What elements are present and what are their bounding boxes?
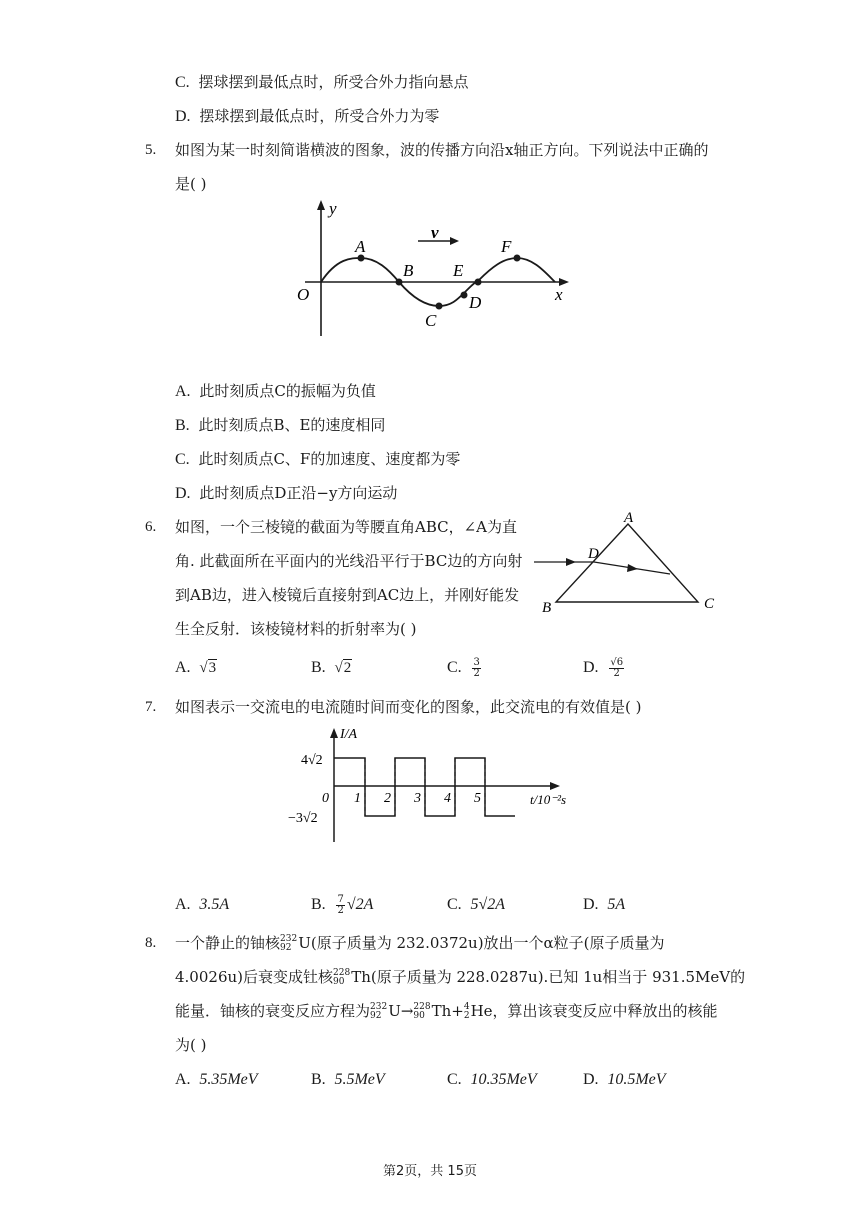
q7-option-a: [175, 894, 229, 915]
label-e: E: [453, 261, 464, 280]
y-axis-arrow-icon: [330, 728, 338, 738]
sqrt-expression: √3: [199, 660, 217, 676]
point-c: [436, 303, 443, 310]
option-letter: A.: [175, 659, 191, 676]
option-letter: A.: [175, 1071, 191, 1088]
label-v: v: [431, 223, 439, 242]
q8-text: U(原子质量为 232.0372u)放出一个α粒子(原子质量为: [298, 934, 665, 952]
x-axis-arrow-icon: [550, 782, 560, 790]
q5-number: 5.: [145, 142, 157, 158]
mass-number: 228: [333, 968, 351, 978]
incident-arrow-icon: [566, 558, 576, 566]
label-positive: 4√2: [301, 753, 323, 768]
mass-number: 232: [280, 934, 298, 944]
label-f: F: [501, 237, 512, 256]
option-text: 5A: [607, 896, 626, 913]
tick-label: 1: [354, 791, 361, 806]
q5-option-a: [175, 381, 376, 402]
tick-label: 5: [474, 791, 481, 806]
q6-option-b: [311, 657, 352, 678]
option-text: 此时刻质点B、E的速度相同: [198, 416, 386, 434]
thorium-isotope: [413, 1003, 430, 1021]
numerator: √6: [610, 656, 624, 668]
q6-stem-line3: 到AB边，进入棱镜后直接射到AC边上，并刚好能发: [175, 586, 520, 604]
atomic-number: 2: [463, 1011, 470, 1021]
q8-line1: [175, 933, 665, 953]
y-axis-arrow-icon: [317, 200, 325, 210]
numerator: 3: [473, 656, 480, 668]
option-letter: D.: [175, 485, 191, 502]
point-b: [396, 279, 403, 286]
q5-option-c: [175, 449, 460, 470]
q5-option-d: [175, 483, 397, 504]
q4-option-d: [175, 106, 439, 127]
option-letter: A.: [175, 383, 191, 400]
refracted-arrow-icon: [627, 564, 638, 572]
q6-stem-line4: 生全反射．该棱镜材料的折射率为( ): [175, 620, 417, 638]
option-letter: C.: [447, 896, 462, 913]
option-text: 摆球摆到最低点时，所受合外力指向悬点: [198, 73, 469, 91]
option-text: 摆球摆到最低点时，所受合外力为零: [199, 107, 440, 125]
option-text: 此时刻质点D正沿−y方向运动: [199, 484, 398, 502]
q8-text: 4.0026u)后衰变成钍核: [175, 968, 333, 986]
point-e: [475, 279, 482, 286]
q8-text: U→: [388, 1002, 414, 1020]
q6-number: 6.: [145, 519, 157, 535]
q8-text: 一个静止的铀核: [175, 934, 281, 952]
velocity-arrow-head-icon: [450, 237, 459, 245]
label-d: D: [588, 546, 599, 562]
option-letter: D.: [175, 108, 191, 125]
mass-number: 232: [370, 1002, 388, 1012]
option-letter: B.: [311, 1071, 326, 1088]
label-b: B: [542, 600, 552, 616]
helium-isotope: [464, 1003, 470, 1021]
q7-option-c: [447, 894, 505, 915]
option-letter: D.: [583, 1071, 599, 1088]
mass-number: 228: [413, 1002, 431, 1012]
tick-label: 2: [384, 791, 391, 806]
tick-label: 4: [444, 791, 451, 806]
q5-stem-line1: 如图为某一时刻简谐横波的图象，波的传播方向沿x轴正方向。下列说法中正确的: [175, 141, 709, 159]
q8-line4: 为( ): [175, 1036, 207, 1054]
q8-line2: [175, 967, 745, 987]
option-text: 5√2A: [470, 896, 506, 913]
option-letter: C.: [447, 1071, 462, 1088]
fraction: [609, 658, 624, 679]
q6-prism-figure: [530, 512, 730, 616]
q8-option-c: [447, 1069, 537, 1090]
option-text: 10.5MeV: [607, 1071, 666, 1088]
option-text: 3.5A: [199, 896, 230, 913]
q8-number: 8.: [145, 935, 157, 951]
q6-stem-line2: 角. 此截面所在平面内的光线沿平行于BC边的方向射: [175, 552, 523, 570]
option-letter: D.: [583, 896, 599, 913]
atomic-number: 90: [333, 977, 345, 987]
option-letter: B.: [311, 896, 326, 913]
q7-number: 7.: [145, 699, 157, 715]
label-xlabel: t/10⁻²s: [530, 792, 567, 807]
label-c: C: [704, 596, 715, 612]
fraction: [472, 658, 480, 679]
label-o: O: [297, 285, 310, 304]
label-a: A: [355, 237, 366, 256]
q8-text: He，算出该衰变反应中释放出的核能: [470, 1002, 718, 1020]
q8-text: Th(原子质量为 228.0287u).已知 1u相当于 931.5MeV的: [351, 968, 746, 986]
option-text: 此时刻质点C、F的加速度、速度都为零: [198, 450, 461, 468]
q6-stem-line1: 如图，一个三棱镜的截面为等腰直角ABC，∠A为直: [175, 518, 518, 536]
q8-text: Th+: [431, 1002, 464, 1020]
q5-option-b: [175, 415, 385, 436]
option-text: 5.35MeV: [199, 1071, 258, 1088]
q7-stem: 如图表示一交流电的电流随时间而变化的图象，此交流电的有效值是( ): [175, 698, 642, 716]
label-y: y: [329, 199, 337, 218]
uranium-isotope: [280, 935, 297, 953]
option-text: 此时刻质点C的振幅为负值: [199, 382, 376, 400]
option-letter: C.: [447, 659, 462, 676]
denominator: 2: [337, 904, 344, 916]
q5-stem-line2: 是( ): [175, 175, 207, 193]
q6-option-d: [583, 657, 626, 679]
denominator: 2: [473, 667, 480, 679]
thorium-isotope: [333, 969, 350, 987]
point-f: [514, 255, 521, 262]
label-ylabel: I/A: [340, 727, 358, 742]
option-letter: B.: [175, 417, 190, 434]
prism-triangle: [556, 524, 698, 602]
q8-line3: [175, 1001, 718, 1021]
option-text: 5.5MeV: [334, 1071, 385, 1088]
label-origin: 0: [322, 791, 329, 806]
label-d: D: [469, 293, 482, 312]
q7-option-b: [311, 894, 373, 916]
fraction: [336, 895, 344, 916]
q5-wave-figure: [285, 196, 585, 356]
atomic-number: 92: [370, 1011, 382, 1021]
option-text: √2A: [346, 896, 374, 913]
q8-text: 能量．铀核的衰变反应方程为: [175, 1002, 371, 1020]
q7-option-d: [583, 894, 625, 915]
option-letter: C.: [175, 451, 190, 468]
uranium-isotope: [370, 1003, 387, 1021]
option-text: 10.35MeV: [470, 1071, 537, 1088]
option-letter: D.: [583, 659, 599, 676]
q6-option-c: [447, 657, 483, 679]
q6-option-a: [175, 657, 217, 678]
atomic-number: 92: [280, 943, 292, 953]
label-a: A: [624, 512, 634, 526]
label-b: B: [403, 261, 414, 280]
point-d: [461, 292, 468, 299]
page-footer: 第2页，共 15页: [383, 1164, 477, 1179]
numerator: 7: [337, 893, 344, 905]
label-negative: −3√2: [288, 811, 318, 826]
q8-option-d: [583, 1069, 666, 1090]
radicand: 3: [208, 660, 217, 676]
mass-number: 4: [463, 1002, 470, 1012]
option-letter: C.: [175, 74, 190, 91]
q8-option-a: [175, 1069, 258, 1090]
radicand: 6: [616, 656, 624, 668]
option-letter: B.: [311, 659, 326, 676]
sqrt-expression: √2: [334, 660, 352, 676]
atomic-number: 90: [413, 1011, 425, 1021]
label-x: x: [555, 285, 563, 304]
q7-current-figure: [284, 724, 594, 854]
label-c: C: [425, 311, 437, 330]
radicand: 2: [343, 660, 352, 676]
q4-option-c: [175, 72, 468, 93]
denominator: 2: [613, 667, 620, 679]
tick-label: 3: [414, 791, 421, 806]
q8-option-b: [311, 1069, 385, 1090]
option-letter: A.: [175, 896, 191, 913]
